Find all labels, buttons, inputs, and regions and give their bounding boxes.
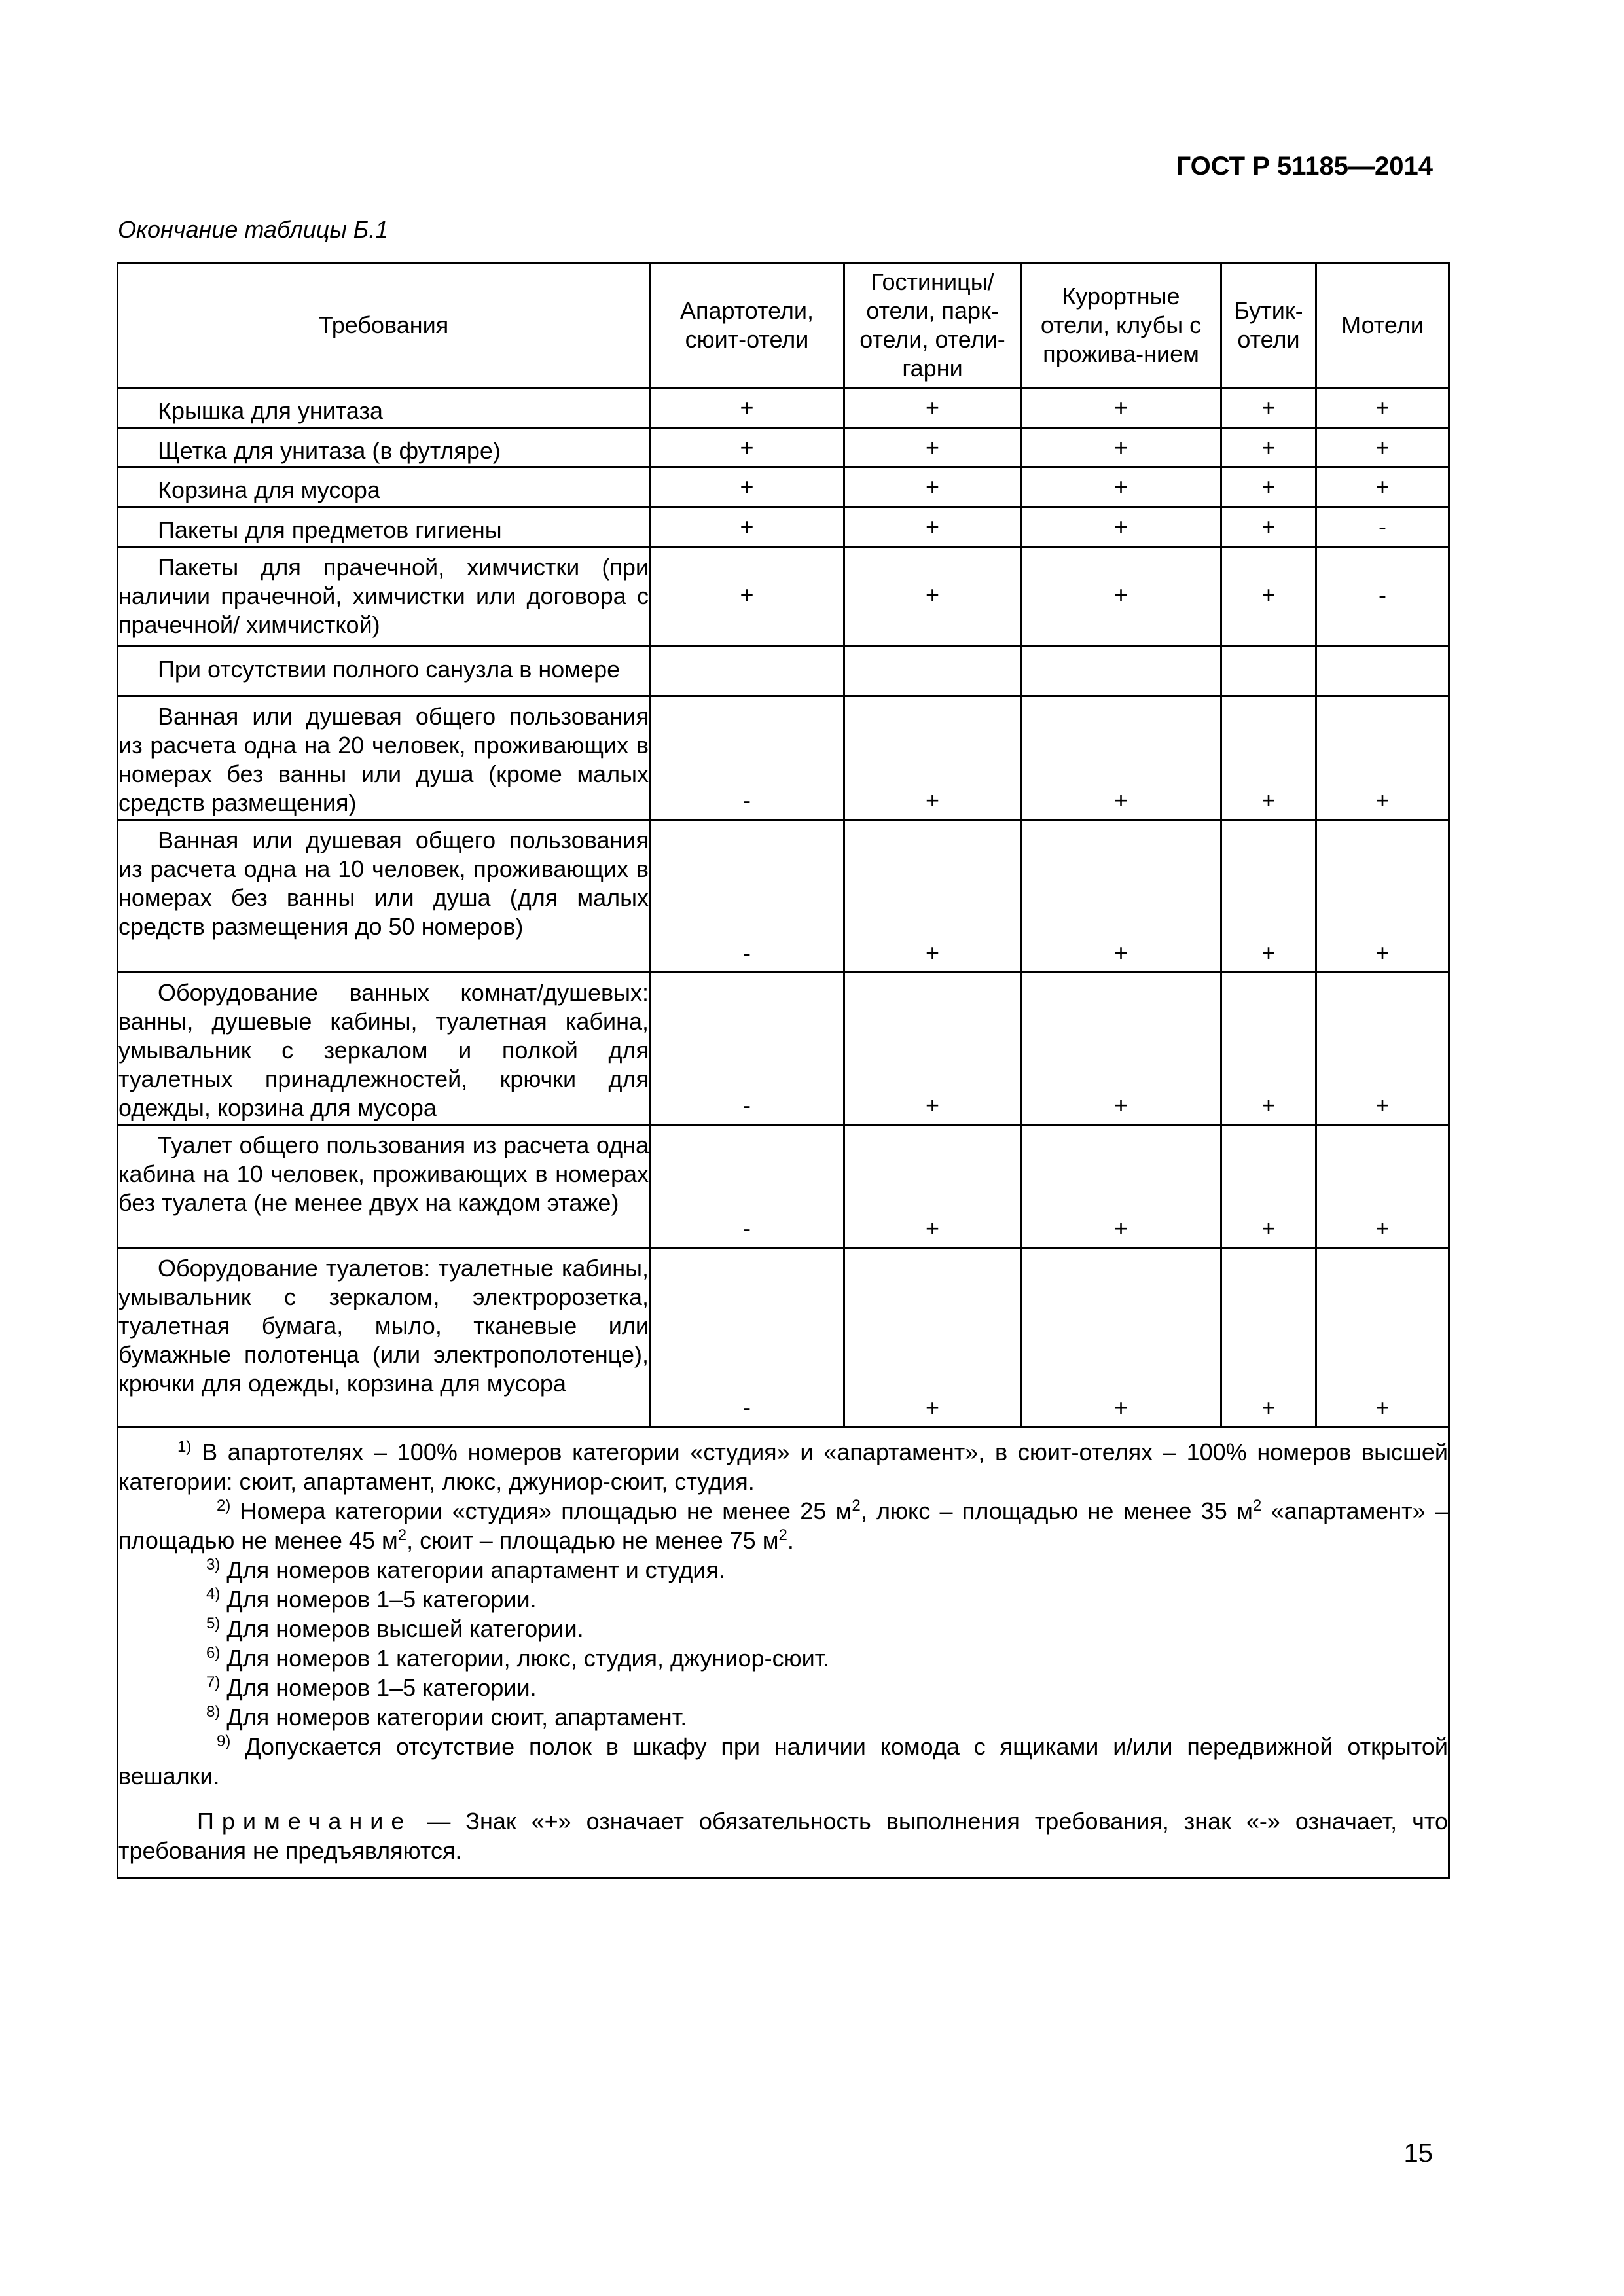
- mark-cell: -: [650, 819, 844, 972]
- mark-cell: +: [1221, 819, 1316, 972]
- mark-cell: +: [844, 1247, 1021, 1427]
- footnote-mark: 7): [206, 1673, 221, 1691]
- footnote-text: , сюит – площадью не менее 75 м: [406, 1526, 779, 1554]
- column-header-motels: Мотели: [1316, 263, 1449, 388]
- footnote-mark: 6): [206, 1643, 221, 1662]
- requirement-cell: Корзина для мусора: [118, 467, 650, 507]
- mark-cell: +: [1221, 547, 1316, 647]
- requirement-cell: Пакеты для прачечной, химчистки (при наличии прачечной, химчистки или договора с прачечной/ химчисткой): [118, 547, 650, 647]
- mark-cell: +: [1316, 427, 1449, 467]
- mark-cell: +: [1316, 387, 1449, 427]
- table-row: [118, 467, 1449, 507]
- mark-cell: +: [1021, 387, 1221, 427]
- mark-cell: +: [844, 972, 1021, 1124]
- mark-cell: +: [1021, 1124, 1221, 1247]
- table-row: [118, 547, 1449, 647]
- mark-cell: +: [1021, 427, 1221, 467]
- mark-cell: +: [650, 387, 844, 427]
- table-note: [118, 1806, 1448, 1865]
- requirement-cell: Щетка для унитаза (в футляре): [118, 427, 650, 467]
- mark-cell: +: [1316, 467, 1449, 507]
- mark-cell: [1021, 647, 1221, 696]
- footnote-text: Для номеров категории сюит, апартамент.: [220, 1703, 687, 1731]
- mark-cell: +: [1221, 1124, 1316, 1247]
- footnote-6: [118, 1643, 1448, 1673]
- mark-cell: +: [650, 507, 844, 547]
- mark-cell: +: [1021, 819, 1221, 972]
- footnote-mark: 4): [206, 1585, 221, 1603]
- table-row: [118, 1247, 1449, 1427]
- notes-row: [118, 1427, 1449, 1878]
- requirement-cell: Туалет общего пользования из расчета одна кабина на 10 человек, проживающих в номерах без туалета (не менее двух на каждом этаже): [118, 1124, 650, 1247]
- mark-cell: +: [1021, 507, 1221, 547]
- note-text: — Знак «+» означает обязательность выполнения требования, знак «-» означает, что требования не предъявляются.: [118, 1807, 1448, 1864]
- table-row: [118, 1124, 1449, 1247]
- mark-cell: -: [650, 1124, 844, 1247]
- requirements-table: [117, 262, 1450, 1879]
- mark-cell: +: [844, 507, 1021, 547]
- column-header-resort-hotels: Курортные отели, клубы с прожива-нием: [1021, 263, 1221, 388]
- requirement-cell: Пакеты для предметов гигиены: [118, 507, 650, 547]
- footnote-7: [118, 1673, 1448, 1702]
- footnote-5: [118, 1614, 1448, 1643]
- mark-cell: [844, 647, 1021, 696]
- mark-cell: +: [1221, 387, 1316, 427]
- mark-cell: -: [650, 972, 844, 1124]
- mark-cell: +: [844, 1124, 1021, 1247]
- footnote-text: Для номеров категории апартамент и студия.: [220, 1556, 725, 1583]
- requirement-cell: Ванная или душевая общего пользования из расчета одна на 10 человек, проживающих в номерах без ванны или душа (для малых средств размещения до 50 номеров): [118, 819, 650, 972]
- footnote-text: В апартотелях – 100% номеров категории «студия» и «апартамент», в сюит-отелях – 100% номеров высшей категории: сюит, апартамент, люкс, джуниор-сюит, студия.: [118, 1438, 1448, 1495]
- mark-cell: +: [1021, 547, 1221, 647]
- footnote-mark: 9): [217, 1732, 231, 1750]
- superscript: 2: [852, 1496, 861, 1515]
- requirement-cell: Ванная или душевая общего пользования из расчета одна на 20 человек, проживающих в номерах без ванны или душа (кроме малых средств размещения): [118, 696, 650, 820]
- footnote-text: Допускается отсутствие полок в шкафу при наличии комода с ящиками и/или передвижной открытой вешалки.: [118, 1732, 1448, 1789]
- table-header-row: [118, 263, 1449, 388]
- table-row: [118, 387, 1449, 427]
- footnote-mark: 2): [217, 1496, 231, 1515]
- footnote-mark: 1): [177, 1437, 192, 1456]
- mark-cell: +: [1221, 467, 1316, 507]
- column-header-requirements: Требования: [118, 263, 650, 388]
- mark-cell: -: [650, 1247, 844, 1427]
- mark-cell: +: [650, 427, 844, 467]
- mark-cell: -: [1316, 547, 1449, 647]
- mark-cell: +: [844, 427, 1021, 467]
- mark-cell: +: [844, 547, 1021, 647]
- superscript: 2: [397, 1526, 407, 1544]
- footnote-mark: 8): [206, 1702, 221, 1721]
- requirement-cell: Крышка для унитаза: [118, 387, 650, 427]
- column-header-aparthotels: Апартотели, сюит-отели: [650, 263, 844, 388]
- mark-cell: +: [1221, 507, 1316, 547]
- page-number: 15: [1403, 2139, 1433, 2168]
- note-lead: Примечание: [197, 1807, 412, 1835]
- footnote-text: Номера категории «студия» площадью не менее 25 м: [230, 1497, 852, 1524]
- requirement-cell: Оборудование ванных комнат/душевых: ванны, душевые кабины, туалетная кабина, умывальник с зеркалом и полкой для туалетных принадлежностей, крючки для одежды, корзина для мусора: [118, 972, 650, 1124]
- requirement-cell: При отсутствии полного санузла в номере: [118, 647, 650, 696]
- footnote-2: [118, 1496, 1448, 1555]
- column-header-boutique-hotels: Бутик-отели: [1221, 263, 1316, 388]
- mark-cell: +: [1316, 1247, 1449, 1427]
- mark-cell: +: [650, 467, 844, 507]
- mark-cell: +: [1021, 972, 1221, 1124]
- superscript: 2: [1252, 1496, 1262, 1515]
- mark-cell: +: [844, 819, 1021, 972]
- table-row: [118, 819, 1449, 972]
- mark-cell: +: [1316, 1124, 1449, 1247]
- mark-cell: +: [844, 696, 1021, 820]
- table-row: [118, 507, 1449, 547]
- footnote-text: Для номеров 1–5 категории.: [220, 1585, 537, 1613]
- superscript: 2: [778, 1526, 787, 1544]
- footnote-text: «апартамент» – площадью не менее 45 м: [118, 1497, 1448, 1554]
- document-code: ГОСТ Р 51185—2014: [1176, 152, 1433, 181]
- table-caption: Окончание таблицы Б.1: [118, 216, 389, 243]
- footnote-text: , люкс – площадью не менее 35 м: [860, 1497, 1253, 1524]
- mark-cell: -: [650, 696, 844, 820]
- mark-cell: +: [1221, 696, 1316, 820]
- footnote-mark: 5): [206, 1614, 221, 1632]
- footnote-text: Для номеров 1 категории, люкс, студия, джуниор-сюит.: [220, 1644, 830, 1672]
- mark-cell: +: [1021, 1247, 1221, 1427]
- footnote-text: Для номеров 1–5 категории.: [220, 1674, 537, 1701]
- footnote-1: [118, 1437, 1448, 1496]
- mark-cell: +: [844, 467, 1021, 507]
- mark-cell: [1221, 647, 1316, 696]
- mark-cell: +: [1221, 427, 1316, 467]
- mark-cell: +: [1221, 1247, 1316, 1427]
- column-header-hotels: Гостиницы/ отели, парк-отели, отели-гарни: [844, 263, 1021, 388]
- footnote-text: Для номеров высшей категории.: [220, 1615, 584, 1642]
- footnote-8: [118, 1702, 1448, 1732]
- footnote-3: [118, 1555, 1448, 1585]
- table-row: [118, 647, 1449, 696]
- footnote-9: [118, 1732, 1448, 1791]
- mark-cell: +: [650, 547, 844, 647]
- mark-cell: [650, 647, 844, 696]
- table-row: [118, 427, 1449, 467]
- mark-cell: +: [1316, 819, 1449, 972]
- mark-cell: [1316, 647, 1449, 696]
- mark-cell: -: [1316, 507, 1449, 547]
- table-row: [118, 696, 1449, 820]
- mark-cell: +: [1316, 696, 1449, 820]
- mark-cell: +: [1021, 696, 1221, 820]
- requirement-cell: Оборудование туалетов: туалетные кабины, умывальник с зеркалом, электророзетка, туалетная бумага, мыло, тканевые или бумажные полотенца (или электрополотенце), крючки для одежды, корзина для мусора: [118, 1247, 650, 1427]
- mark-cell: +: [1221, 972, 1316, 1124]
- footnote-text: .: [787, 1526, 794, 1554]
- mark-cell: +: [1316, 972, 1449, 1124]
- table-row: [118, 972, 1449, 1124]
- mark-cell: +: [1021, 467, 1221, 507]
- notes-cell: [118, 1427, 1449, 1878]
- mark-cell: +: [844, 387, 1021, 427]
- footnote-4: [118, 1585, 1448, 1614]
- footnote-mark: 3): [206, 1555, 221, 1573]
